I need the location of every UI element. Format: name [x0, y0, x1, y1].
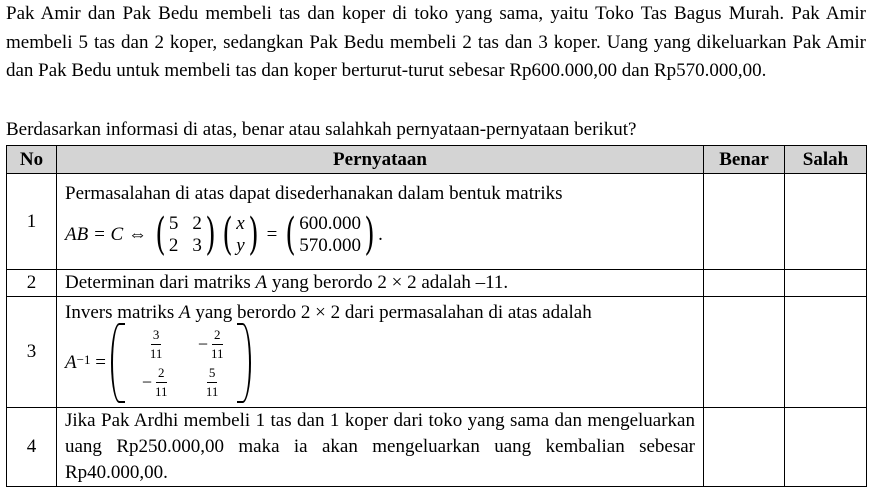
row-number: 2: [7, 270, 57, 297]
statement-text: Invers matriks: [65, 302, 179, 323]
inverse-entry: − $\frac{2}{11}$: [197, 326, 224, 361]
paren-left: (: [155, 208, 166, 260]
statement-cell: [57, 174, 704, 270]
inverse-entry: $\frac{5}{11}$: [205, 364, 219, 399]
inverse-exponent: −1: [76, 352, 91, 367]
header-statement: Pernyataan: [57, 146, 704, 174]
period: .: [378, 223, 383, 245]
paren-right: [237, 323, 251, 403]
header-no: No: [7, 146, 57, 174]
matrix-variable: A: [178, 302, 191, 323]
false-checkbox-cell[interactable]: [785, 408, 867, 487]
matrix-equation: [65, 207, 695, 263]
coefficient-matrix: [169, 213, 202, 257]
variable-vector: [236, 213, 244, 257]
header-true: Benar: [704, 146, 785, 174]
matrix-variable: A: [255, 272, 268, 293]
intro-text: Pak Amir dan Pak Bedu membeli tas dan koper di toko yang sama, yaitu Toko Tas Bagus Murah. Pak Amir membeli 5 tas dan 2 koper, sedangkan Pak Bedu membeli 2 tas dan 3 koper. Uang yang dikeluarkan Pak Amir dan Pak Bedu untuk membeli tas dan koper berturut-turut sebesar Rp600.000,00 dan Rp570.000,00.: [6, 3, 866, 82]
paren-right: ): [364, 208, 375, 260]
true-checkbox-cell[interactable]: [704, 408, 785, 487]
question-text: Berdasarkan informasi di atas, benar atau salahkah pernyataan-pernyataan berikut?: [6, 119, 637, 140]
row-number: 4: [7, 408, 57, 487]
inverse-entry: − $\frac{2}{11}$: [141, 364, 168, 399]
vector-cell: 600.000: [299, 212, 361, 234]
matrix-cell: 5: [168, 212, 179, 234]
header-false: Salah: [785, 146, 867, 174]
false-checkbox-cell[interactable]: [785, 174, 867, 270]
true-checkbox-cell[interactable]: [704, 270, 785, 297]
table-header-row: [7, 146, 867, 174]
table-row: [7, 270, 867, 297]
paren-right: ): [205, 208, 216, 260]
statement-table: [6, 145, 867, 487]
inverse-equation: [65, 322, 695, 404]
true-checkbox-cell[interactable]: [704, 297, 785, 408]
vector-cell: 570.000: [299, 234, 361, 256]
matrix-cell: 3: [192, 234, 202, 256]
paren-left: (: [222, 208, 233, 260]
statement-text: Determinan dari matriks: [65, 272, 256, 293]
false-checkbox-cell[interactable]: [785, 270, 867, 297]
paren-right: ): [248, 208, 259, 260]
equals-sign: =: [266, 223, 278, 245]
row-number: 1: [7, 174, 57, 270]
statement-cell: [57, 297, 704, 408]
matrix-cell: 2: [168, 234, 179, 256]
paren-left: (: [285, 208, 296, 260]
intro-paragraph: [6, 0, 866, 86]
true-checkbox-cell[interactable]: [704, 174, 785, 270]
inverse-entry: $\frac{3}{11}$: [149, 326, 163, 361]
row-number: 3: [7, 297, 57, 408]
table-row: [7, 408, 867, 487]
matrix-cell: 2: [192, 212, 202, 234]
table-row: [7, 297, 867, 408]
paren-left: [111, 323, 125, 403]
vector-cell: y: [236, 234, 245, 256]
statement-text: Permasalahan di atas dapat disederhanakan dalam bentuk matriks: [65, 182, 563, 204]
false-checkbox-cell[interactable]: [785, 297, 867, 408]
statement-cell: Jika Pak Ardhi membeli 1 tas dan 1 koper dari toko yang sama dan mengeluarkan uang Rp250.000,00 maka ia akan mengeluarkan uang kembalian sebesar Rp40.000,00.: [57, 408, 704, 487]
inverse-lhs: A: [65, 352, 77, 373]
statement-text: yang berordo 2 × 2 adalah –11.: [267, 272, 509, 293]
table-row: [7, 174, 867, 270]
statement-text: yang berordo 2 × 2 dari permasalahan di atas adalah: [190, 302, 592, 323]
constant-vector: [299, 213, 361, 257]
vector-cell: x: [236, 212, 245, 234]
statement-cell: [57, 270, 704, 297]
equals-sign: =: [95, 352, 106, 373]
inverse-matrix: [125, 325, 237, 401]
equation-lhs: AB = C ⇔: [65, 223, 147, 245]
